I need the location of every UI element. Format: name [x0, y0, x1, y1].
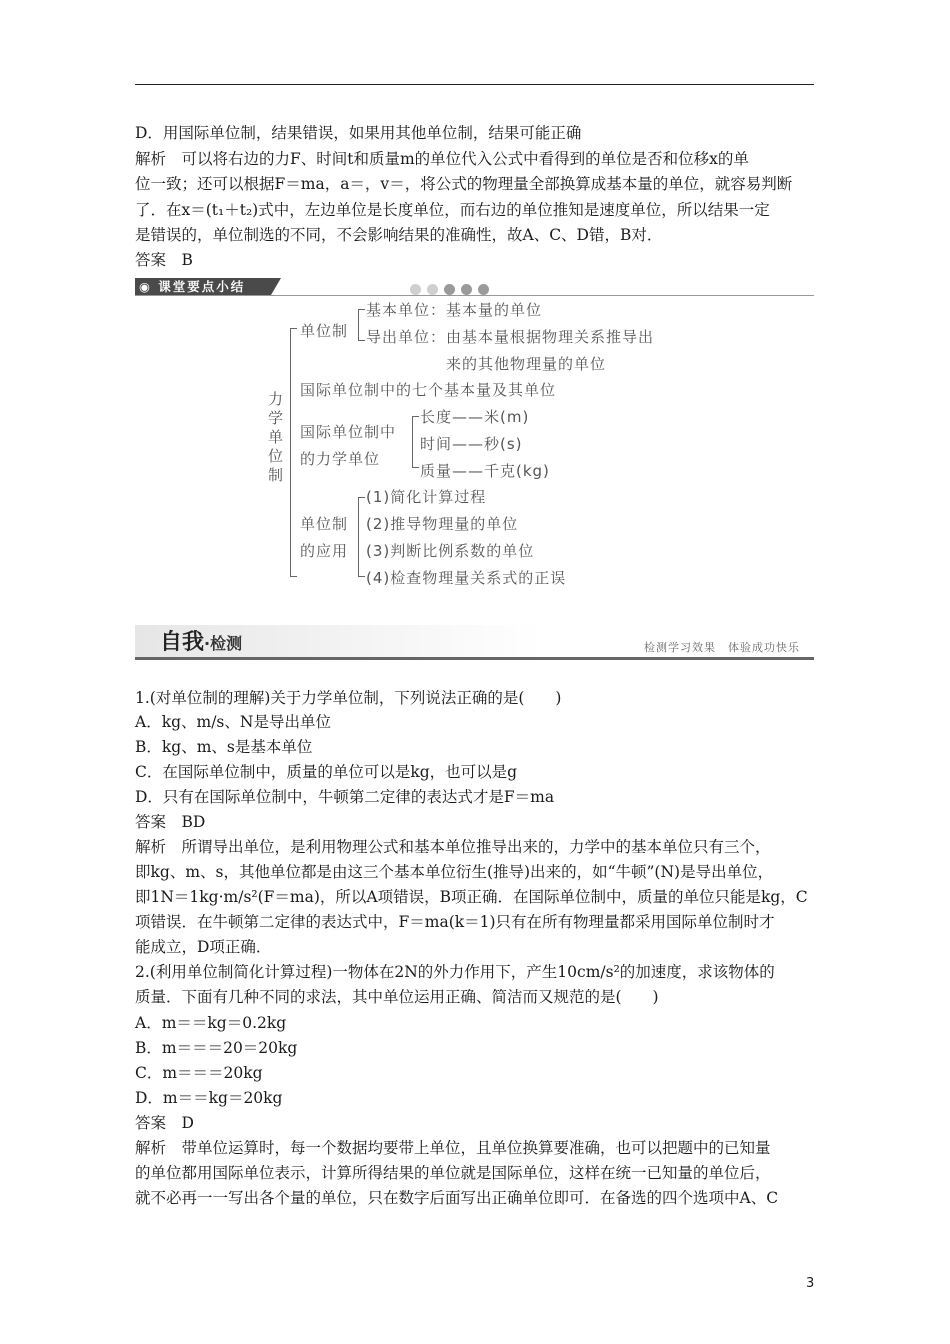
tree-node-application: 的应用 — [300, 542, 349, 560]
q1-analysis: 即kg、m、s，其他单位都是由这三个基本单位衍生(推导)出来的，如“牛顿”(N)是导出单位， — [135, 863, 774, 881]
tree-leaf: (1)简化计算过程 — [366, 488, 487, 506]
tree-leaf: 基本单位：基本量的单位 — [366, 301, 543, 319]
q2-option-d: D．m＝＝kg＝20kg — [135, 1089, 283, 1107]
tree-leaf: 时间——秒(s) — [420, 435, 523, 453]
analysis-line: 解析 可以将右边的力F、时间t和质量m的单位代入公式中看得到的单位是否和位移x的单 — [135, 150, 749, 168]
analysis-line: 是错误的，单位制选的不同，不会影响结果的准确性，故A、C、D错，B对． — [135, 226, 663, 244]
q1-analysis: 即1N＝1kg·m/s²(F＝ma)，所以A项错误，B项正确．在国际单位制中，质量的单位只能是kg，C — [135, 888, 808, 906]
q2-option-b: B．m＝＝＝20＝20kg — [135, 1039, 298, 1057]
self-check-title-main: 自我 — [160, 630, 205, 655]
q2-analysis: 解析 带单位运算时，每一个数据均要带上单位，且单位换算要准确，也可以把题中的已知量 — [135, 1139, 771, 1157]
summary-banner — [135, 278, 271, 295]
q1-analysis: 解析 所谓导出单位，是利用物理公式和基本单位推导出来的，力学中的基本单位只有三个， — [135, 838, 771, 856]
analysis-line: 位一致；还可以根据F＝ma，a＝，v＝，将公式的物理量全部换算成基本量的单位，就容易判断 — [135, 175, 793, 193]
analysis-line: 了．在x＝(t₁＋t₂)式中，左边单位是长度单位，而右边的单位推知是速度单位，所以结果一定 — [135, 201, 770, 219]
q1-option-a: A．kg、m/s、N是导出单位 — [135, 713, 331, 731]
self-check-title-sub: ·检测 — [204, 634, 243, 653]
q1-stem: 1.(对单位制的理解)关于力学单位制，下列说法正确的是( ) — [135, 689, 562, 707]
q2-analysis: 就不必再一一写出各个量的单位，只在数字后面写出正确单位即可．在备选的四个选项中A、C — [135, 1189, 779, 1207]
dot-icon — [444, 284, 455, 295]
tree-node-application: 单位制 — [300, 515, 349, 533]
dot-icon — [410, 284, 421, 295]
q1-analysis: 能成立，D项正确． — [135, 938, 272, 956]
tree-node-unit-system: 单位制 — [300, 322, 349, 340]
tree-node-mech-units: 的力学单位 — [300, 450, 381, 468]
brace — [358, 497, 365, 577]
tree-leaf: 导出单位：由基本量根据物理关系推导出 — [366, 328, 655, 346]
root-brace — [290, 328, 297, 577]
page-number: 3 — [806, 1276, 815, 1291]
decorative-dots — [410, 280, 495, 299]
tree-leaf: 质量——千克(kg) — [420, 462, 550, 480]
tree-leaf: (3)判断比例系数的单位 — [366, 542, 535, 560]
q1-answer: 答案 BD — [135, 813, 206, 831]
header-rule — [135, 84, 814, 85]
banner-tip — [271, 278, 281, 295]
q1-option-b: B．kg、m、s是基本单位 — [135, 738, 313, 756]
tree-leaf: (4)检查物理量关系式的正误 — [366, 569, 567, 587]
self-check-slogan: 检测学习效果 体验成功快乐 — [644, 641, 800, 654]
q2-answer: 答案 D — [135, 1114, 194, 1132]
tree-node-mech-units: 国际单位制中 — [300, 423, 397, 441]
dot-icon — [427, 284, 438, 295]
q1-option-d: D．只有在国际单位制中，牛顿第二定律的表达式才是F＝ma — [135, 788, 555, 806]
q2-option-c: C．m＝＝＝20kg — [135, 1064, 263, 1082]
self-check-rule — [135, 657, 814, 660]
tree-leaf: (2)推导物理量的单位 — [366, 515, 519, 533]
brace — [358, 309, 365, 341]
q1-option-c: C．在国际单位制中，质量的单位可以是kg，也可以是g — [135, 763, 518, 781]
tree-leaf: 来的其他物理量的单位 — [446, 355, 607, 373]
option-d: D．用国际单位制，结果错误，如果用其他单位制，结果可能正确 — [135, 124, 582, 142]
tree-node-seven-quantities: 国际单位制中的七个基本量及其单位 — [300, 381, 557, 399]
summary-banner-label: ◉ 课堂要点小结 — [139, 279, 246, 294]
dot-icon — [461, 284, 472, 295]
answer: 答案 B — [135, 251, 193, 269]
dot-icon — [478, 284, 489, 295]
q2-option-a: A．m＝＝kg＝0.2kg — [135, 1014, 287, 1032]
brace — [412, 416, 419, 468]
tree-root: 力学单位制 — [268, 390, 285, 484]
q2-analysis: 的单位都用国际单位表示，计算所得结果的单位就是国际单位，这样在统一已知量的单位后， — [135, 1164, 771, 1182]
self-check-title — [160, 625, 242, 656]
q2-stem: 2.(利用单位制简化计算过程)一物体在2N的外力作用下，产生10cm/s²的加速度，求该物体的 — [135, 963, 775, 981]
q1-analysis: 项错误．在牛顿第二定律的表达式中，F＝ma(k＝1)只有在所有物理量都采用国际单位制时才 — [135, 913, 775, 931]
q2-stem: 质量．下面有几种不同的求法，其中单位运用正确、简洁而又规范的是( ) — [135, 988, 659, 1006]
tree-leaf: 长度——米(m) — [420, 408, 530, 426]
